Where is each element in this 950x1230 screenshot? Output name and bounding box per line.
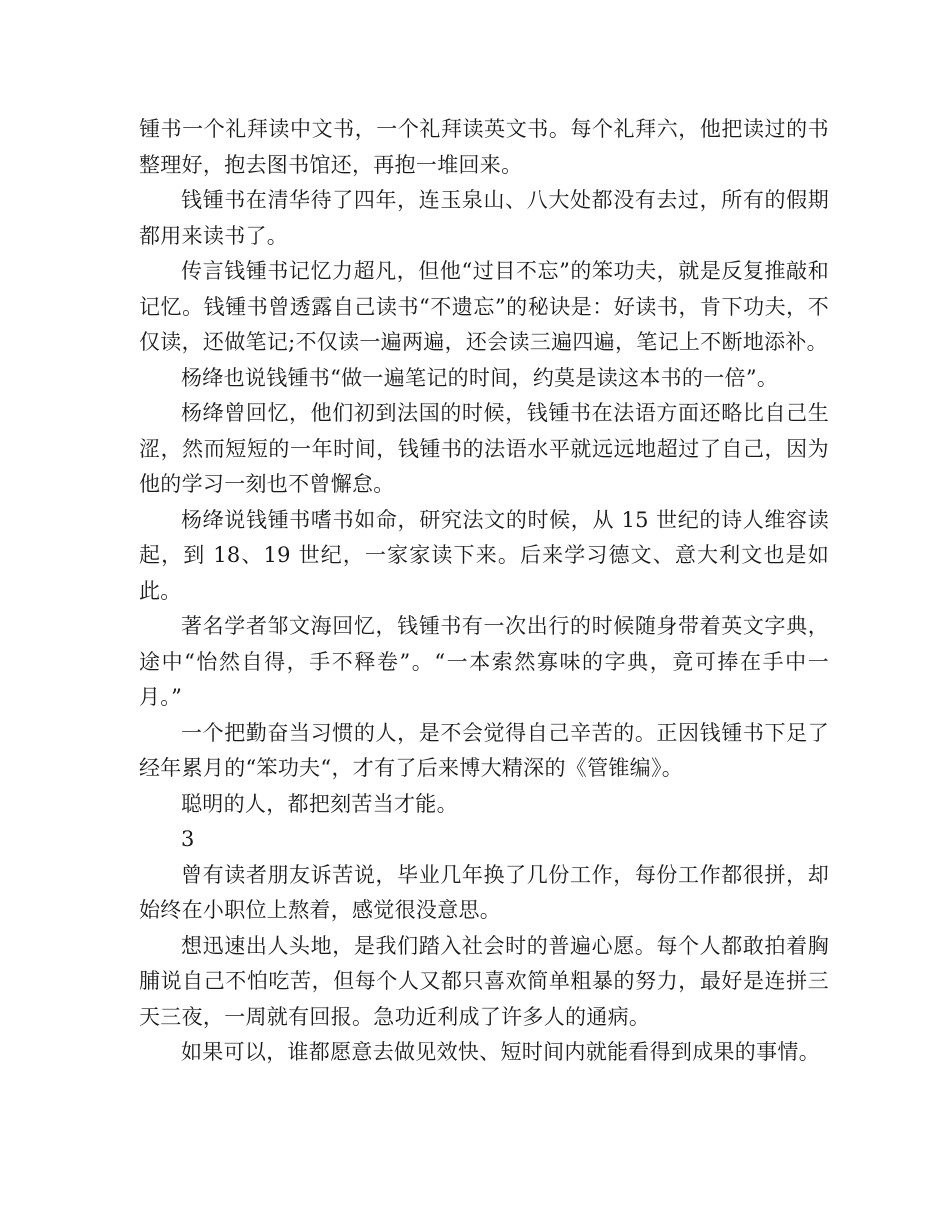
paragraph: 曾有读者朋友诉苦说，毕业几年换了几份工作，每份工作都很拼，却始终在小职位上熬着，感觉很没意思。 — [139, 862, 829, 922]
document-body — [139, 112, 829, 1071]
section-number: 3 — [181, 827, 195, 851]
paragraph: 著名学者邹文海回忆，钱锺书有一次出行的时候随身带着英文字典，途中“怡然自得，手不释卷”。“一本索然寡味的字典，竟可捧在手中一月。” — [139, 614, 829, 709]
paragraph: 杨绛说钱锺书嗜书如命，研究法文的时候，从 15 世纪的诗人维容读起，到 18、19 世纪，一家家读下来。后来学习德文、意大利文也是如此。 — [139, 507, 829, 603]
paragraph: 杨绛也说钱锺书“做一遍笔记的时间，约莫是读这本书的一倍”。 — [181, 365, 779, 390]
paragraph: 想迅速出人头地，是我们踏入社会时的普遍心愿。每个人都敢拍着胸脯说自己不怕吃苦，但每个人又都只喜欢简单粗暴的努力，最好是连拼三天三夜，一周就有回报。急功近利成了许多人的通病。 — [139, 933, 829, 1029]
paragraph: 钱锺书在清华待了四年，连玉泉山、八大处都没有去过，所有的假期都用来读书了。 — [139, 188, 829, 248]
paragraph: 锺书一个礼拜读中文书，一个礼拜读英文书。每个礼拜六，他把读过的书整理好，抱去图书馆还，再抱一堆回来。 — [139, 117, 829, 177]
paragraph: 传言钱锺书记忆力超凡，但他“过目不忘”的笨功夫，就是反复推敲和记忆。钱锺书曾透露自己读书“不遗忘”的秘诀是：好读书，肯下功夫，不仅读，还做笔记;不仅读一遍两遍，还会读三遍四遍，笔记上不断地添补。 — [139, 259, 829, 354]
paragraph: 如果可以，谁都愿意去做见效快、短时间内就能看得到成果的事情。 — [181, 1040, 820, 1064]
paragraph: 一个把勤奋当习惯的人，是不会觉得自己辛苦的。正因钱锺书下足了经年累月的“笨功夫“，才有了后来博大精深的《管锥编》。 — [139, 720, 829, 780]
paragraph: 聪明的人，都把刻苦当才能。 — [181, 791, 458, 816]
paragraph: 杨绛曾回忆，他们初到法国的时候，钱锺书在法语方面还略比自己生涩，然而短短的一年时间，钱锺书的法语水平就远远地超过了自己，因为他的学习一刻也不曾懈怠。 — [139, 401, 829, 496]
